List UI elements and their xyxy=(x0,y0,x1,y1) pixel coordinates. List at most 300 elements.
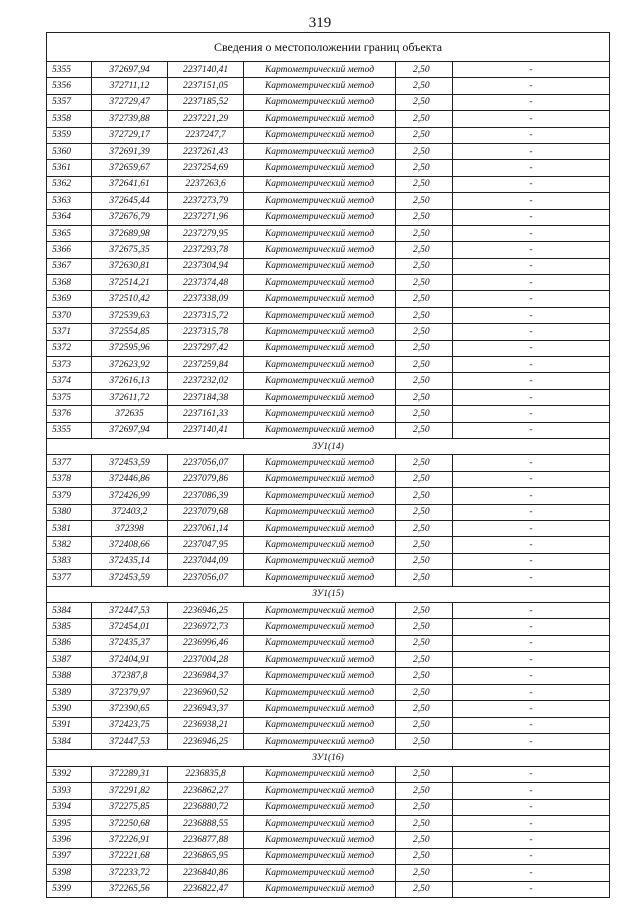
y-coordinate-cell: 2236943,37 xyxy=(168,701,244,717)
description-cell: - xyxy=(453,635,610,651)
method-cell: Картометрический метод xyxy=(244,766,396,782)
method-cell: Картометрический метод xyxy=(244,258,396,274)
description-cell: - xyxy=(453,324,610,340)
table-row xyxy=(47,225,610,241)
table-row xyxy=(47,865,610,881)
y-coordinate-cell: 2237263,6 xyxy=(168,176,244,192)
point-number-cell: 5362 xyxy=(47,176,92,192)
y-coordinate-cell: 2237079,86 xyxy=(168,471,244,487)
table-row xyxy=(47,209,610,225)
description-cell: - xyxy=(453,602,610,618)
table-row xyxy=(47,62,610,78)
y-coordinate-cell: 2236862,27 xyxy=(168,783,244,799)
x-coordinate-cell: 372635 xyxy=(92,406,168,422)
table-row xyxy=(47,520,610,536)
point-number-cell: 5357 xyxy=(47,94,92,110)
method-cell: Картометрический метод xyxy=(244,668,396,684)
method-cell: Картометрический метод xyxy=(244,635,396,651)
description-cell: - xyxy=(453,127,610,143)
y-coordinate-cell: 2236835,8 xyxy=(168,766,244,782)
y-coordinate-cell: 2236938,21 xyxy=(168,717,244,733)
method-cell: Картометрический метод xyxy=(244,815,396,831)
method-cell: Картометрический метод xyxy=(244,389,396,405)
description-cell: - xyxy=(453,455,610,471)
point-number-cell: 5378 xyxy=(47,471,92,487)
x-coordinate-cell: 372435,37 xyxy=(92,635,168,651)
point-number-cell: 5368 xyxy=(47,275,92,291)
section-label: ЗУ1(16) xyxy=(47,750,610,766)
accuracy-cell: 2,50 xyxy=(396,881,453,897)
table-row xyxy=(47,537,610,553)
x-coordinate-cell: 372275,85 xyxy=(92,799,168,815)
point-number-cell: 5376 xyxy=(47,406,92,422)
description-cell: - xyxy=(453,488,610,504)
method-cell: Картометрический метод xyxy=(244,848,396,864)
accuracy-cell: 2,50 xyxy=(396,684,453,700)
description-cell: - xyxy=(453,815,610,831)
accuracy-cell: 2,50 xyxy=(396,520,453,536)
method-cell: Картометрический метод xyxy=(244,832,396,848)
accuracy-cell: 2,50 xyxy=(396,865,453,881)
boundary-coordinates-table xyxy=(46,32,610,898)
point-number-cell: 5379 xyxy=(47,488,92,504)
y-coordinate-cell: 2237086,39 xyxy=(168,488,244,504)
description-cell: - xyxy=(453,291,610,307)
accuracy-cell: 2,50 xyxy=(396,848,453,864)
description-cell: - xyxy=(453,668,610,684)
page-number: 319 xyxy=(308,15,332,31)
method-cell: Картометрический метод xyxy=(244,242,396,258)
table-row xyxy=(47,635,610,651)
description-cell: - xyxy=(453,701,610,717)
accuracy-cell: 2,50 xyxy=(396,504,453,520)
method-cell: Картометрический метод xyxy=(244,602,396,618)
point-number-cell: 5372 xyxy=(47,340,92,356)
table-row xyxy=(47,848,610,864)
accuracy-cell: 2,50 xyxy=(396,635,453,651)
point-number-cell: 5396 xyxy=(47,832,92,848)
point-number-cell: 5383 xyxy=(47,553,92,569)
y-coordinate-cell: 2237004,28 xyxy=(168,652,244,668)
y-coordinate-cell: 2237261,43 xyxy=(168,143,244,159)
point-number-cell: 5397 xyxy=(47,848,92,864)
y-coordinate-cell: 2237297,42 xyxy=(168,340,244,356)
y-coordinate-cell: 2237271,96 xyxy=(168,209,244,225)
description-cell: - xyxy=(453,881,610,897)
description-cell: - xyxy=(453,340,610,356)
y-coordinate-cell: 2237061,14 xyxy=(168,520,244,536)
accuracy-cell: 2,50 xyxy=(396,94,453,110)
point-number-cell: 5358 xyxy=(47,111,92,127)
method-cell: Картометрический метод xyxy=(244,111,396,127)
x-coordinate-cell: 372675,35 xyxy=(92,242,168,258)
accuracy-cell: 2,50 xyxy=(396,127,453,143)
point-number-cell: 5364 xyxy=(47,209,92,225)
y-coordinate-cell: 2237184,38 xyxy=(168,389,244,405)
method-cell: Картометрический метод xyxy=(244,143,396,159)
description-cell: - xyxy=(453,652,610,668)
description-cell: - xyxy=(453,307,610,323)
description-cell: - xyxy=(453,422,610,438)
description-cell: - xyxy=(453,504,610,520)
x-coordinate-cell: 372691,39 xyxy=(92,143,168,159)
x-coordinate-cell: 372233,72 xyxy=(92,865,168,881)
method-cell: Картометрический метод xyxy=(244,291,396,307)
y-coordinate-cell: 2237315,72 xyxy=(168,307,244,323)
point-number-cell: 5377 xyxy=(47,570,92,586)
table-row xyxy=(47,340,610,356)
table-row xyxy=(47,94,610,110)
description-cell: - xyxy=(453,111,610,127)
accuracy-cell: 2,50 xyxy=(396,553,453,569)
point-number-cell: 5387 xyxy=(47,652,92,668)
accuracy-cell: 2,50 xyxy=(396,389,453,405)
table-row xyxy=(47,602,610,618)
accuracy-cell: 2,50 xyxy=(396,373,453,389)
x-coordinate-cell: 372454,01 xyxy=(92,619,168,635)
table-row xyxy=(47,111,610,127)
x-coordinate-cell: 372250,68 xyxy=(92,815,168,831)
method-cell: Картометрический метод xyxy=(244,471,396,487)
accuracy-cell: 2,50 xyxy=(396,209,453,225)
y-coordinate-cell: 2236946,25 xyxy=(168,602,244,618)
description-cell: - xyxy=(453,783,610,799)
y-coordinate-cell: 2236946,25 xyxy=(168,734,244,750)
point-number-cell: 5365 xyxy=(47,225,92,241)
table-row xyxy=(47,242,610,258)
description-cell: - xyxy=(453,684,610,700)
table-row xyxy=(47,717,610,733)
table-row xyxy=(47,373,610,389)
accuracy-cell: 2,50 xyxy=(396,783,453,799)
method-cell: Картометрический метод xyxy=(244,734,396,750)
point-number-cell: 5355 xyxy=(47,62,92,78)
description-cell: - xyxy=(453,832,610,848)
x-coordinate-cell: 372447,53 xyxy=(92,602,168,618)
x-coordinate-cell: 372408,66 xyxy=(92,537,168,553)
accuracy-cell: 2,50 xyxy=(396,357,453,373)
description-cell: - xyxy=(453,553,610,569)
y-coordinate-cell: 2236888,55 xyxy=(168,815,244,831)
method-cell: Картометрический метод xyxy=(244,193,396,209)
description-cell: - xyxy=(453,471,610,487)
x-coordinate-cell: 372711,12 xyxy=(92,78,168,94)
x-coordinate-cell: 372446,86 xyxy=(92,471,168,487)
table-row xyxy=(47,176,610,192)
y-coordinate-cell: 2236996,46 xyxy=(168,635,244,651)
accuracy-cell: 2,50 xyxy=(396,602,453,618)
table-row xyxy=(47,488,610,504)
method-cell: Картометрический метод xyxy=(244,373,396,389)
point-number-cell: 5359 xyxy=(47,127,92,143)
method-cell: Картометрический метод xyxy=(244,488,396,504)
x-coordinate-cell: 372447,53 xyxy=(92,734,168,750)
y-coordinate-cell: 2237151,05 xyxy=(168,78,244,94)
method-cell: Картометрический метод xyxy=(244,307,396,323)
x-coordinate-cell: 372423,75 xyxy=(92,717,168,733)
y-coordinate-cell: 2236880,72 xyxy=(168,799,244,815)
method-cell: Картометрический метод xyxy=(244,783,396,799)
method-cell: Картометрический метод xyxy=(244,62,396,78)
x-coordinate-cell: 372554,85 xyxy=(92,324,168,340)
accuracy-cell: 2,50 xyxy=(396,832,453,848)
y-coordinate-cell: 2237161,33 xyxy=(168,406,244,422)
table-body xyxy=(47,33,610,898)
accuracy-cell: 2,50 xyxy=(396,242,453,258)
x-coordinate-cell: 372435,14 xyxy=(92,553,168,569)
y-coordinate-cell: 2237315,78 xyxy=(168,324,244,340)
description-cell: - xyxy=(453,865,610,881)
description-cell: - xyxy=(453,799,610,815)
x-coordinate-cell: 372403,2 xyxy=(92,504,168,520)
point-number-cell: 5377 xyxy=(47,455,92,471)
x-coordinate-cell: 372426,99 xyxy=(92,488,168,504)
y-coordinate-cell: 2237338,09 xyxy=(168,291,244,307)
table-row xyxy=(47,143,610,159)
accuracy-cell: 2,50 xyxy=(396,176,453,192)
accuracy-cell: 2,50 xyxy=(396,62,453,78)
method-cell: Картометрический метод xyxy=(244,275,396,291)
method-cell: Картометрический метод xyxy=(244,570,396,586)
y-coordinate-cell: 2237185,52 xyxy=(168,94,244,110)
description-cell: - xyxy=(453,193,610,209)
table-row xyxy=(47,193,610,209)
x-coordinate-cell: 372289,31 xyxy=(92,766,168,782)
x-coordinate-cell: 372398 xyxy=(92,520,168,536)
table-row xyxy=(47,406,610,422)
y-coordinate-cell: 2236877,88 xyxy=(168,832,244,848)
x-coordinate-cell: 372729,47 xyxy=(92,94,168,110)
y-coordinate-cell: 2237044,09 xyxy=(168,553,244,569)
point-number-cell: 5371 xyxy=(47,324,92,340)
accuracy-cell: 2,50 xyxy=(396,488,453,504)
description-cell: - xyxy=(453,619,610,635)
table-row xyxy=(47,783,610,799)
description-cell: - xyxy=(453,766,610,782)
description-cell: - xyxy=(453,143,610,159)
point-number-cell: 5370 xyxy=(47,307,92,323)
point-number-cell: 5360 xyxy=(47,143,92,159)
method-cell: Картометрический метод xyxy=(244,406,396,422)
y-coordinate-cell: 2237374,48 xyxy=(168,275,244,291)
y-coordinate-cell: 2236865,95 xyxy=(168,848,244,864)
method-cell: Картометрический метод xyxy=(244,865,396,881)
y-coordinate-cell: 2237079,68 xyxy=(168,504,244,520)
table-row xyxy=(47,78,610,94)
description-cell: - xyxy=(453,78,610,94)
method-cell: Картометрический метод xyxy=(244,553,396,569)
table-row xyxy=(47,307,610,323)
x-coordinate-cell: 372645,44 xyxy=(92,193,168,209)
description-cell: - xyxy=(453,357,610,373)
method-cell: Картометрический метод xyxy=(244,94,396,110)
y-coordinate-cell: 2237232,02 xyxy=(168,373,244,389)
accuracy-cell: 2,50 xyxy=(396,324,453,340)
accuracy-cell: 2,50 xyxy=(396,471,453,487)
table-row xyxy=(47,881,610,897)
description-cell: - xyxy=(453,62,610,78)
method-cell: Картометрический метод xyxy=(244,537,396,553)
description-cell: - xyxy=(453,389,610,405)
accuracy-cell: 2,50 xyxy=(396,570,453,586)
section-label: ЗУ1(15) xyxy=(47,586,610,602)
section-header-row xyxy=(47,750,610,766)
x-coordinate-cell: 372291,82 xyxy=(92,783,168,799)
point-number-cell: 5367 xyxy=(47,258,92,274)
point-number-cell: 5363 xyxy=(47,193,92,209)
point-number-cell: 5361 xyxy=(47,160,92,176)
description-cell: - xyxy=(453,94,610,110)
x-coordinate-cell: 372630,81 xyxy=(92,258,168,274)
description-cell: - xyxy=(453,520,610,536)
x-coordinate-cell: 372453,59 xyxy=(92,455,168,471)
method-cell: Картометрический метод xyxy=(244,324,396,340)
accuracy-cell: 2,50 xyxy=(396,619,453,635)
accuracy-cell: 2,50 xyxy=(396,78,453,94)
x-coordinate-cell: 372595,96 xyxy=(92,340,168,356)
table-row xyxy=(47,832,610,848)
y-coordinate-cell: 2236822,47 xyxy=(168,881,244,897)
table-row xyxy=(47,324,610,340)
point-number-cell: 5374 xyxy=(47,373,92,389)
method-cell: Картометрический метод xyxy=(244,340,396,356)
table-row xyxy=(47,766,610,782)
table-row xyxy=(47,160,610,176)
point-number-cell: 5384 xyxy=(47,602,92,618)
table-title-row xyxy=(47,33,610,62)
x-coordinate-cell: 372729,17 xyxy=(92,127,168,143)
y-coordinate-cell: 2237293,78 xyxy=(168,242,244,258)
table-row xyxy=(47,471,610,487)
description-cell: - xyxy=(453,258,610,274)
x-coordinate-cell: 372611,72 xyxy=(92,389,168,405)
table-row xyxy=(47,127,610,143)
accuracy-cell: 2,50 xyxy=(396,455,453,471)
y-coordinate-cell: 2236984,37 xyxy=(168,668,244,684)
accuracy-cell: 2,50 xyxy=(396,799,453,815)
table-row xyxy=(47,275,610,291)
accuracy-cell: 2,50 xyxy=(396,307,453,323)
accuracy-cell: 2,50 xyxy=(396,160,453,176)
section-label: ЗУ1(14) xyxy=(47,438,610,454)
accuracy-cell: 2,50 xyxy=(396,406,453,422)
y-coordinate-cell: 2237140,41 xyxy=(168,422,244,438)
section-header-row xyxy=(47,586,610,602)
method-cell: Картометрический метод xyxy=(244,881,396,897)
x-coordinate-cell: 372265,56 xyxy=(92,881,168,897)
x-coordinate-cell: 372659,67 xyxy=(92,160,168,176)
description-cell: - xyxy=(453,160,610,176)
x-coordinate-cell: 372404,91 xyxy=(92,652,168,668)
method-cell: Картометрический метод xyxy=(244,225,396,241)
table-row xyxy=(47,570,610,586)
x-coordinate-cell: 372676,79 xyxy=(92,209,168,225)
x-coordinate-cell: 372510,42 xyxy=(92,291,168,307)
table-row xyxy=(47,815,610,831)
x-coordinate-cell: 372739,88 xyxy=(92,111,168,127)
point-number-cell: 5391 xyxy=(47,717,92,733)
y-coordinate-cell: 2236960,52 xyxy=(168,684,244,700)
point-number-cell: 5399 xyxy=(47,881,92,897)
y-coordinate-cell: 2237254,69 xyxy=(168,160,244,176)
table-row xyxy=(47,422,610,438)
point-number-cell: 5384 xyxy=(47,734,92,750)
point-number-cell: 5393 xyxy=(47,783,92,799)
method-cell: Картометрический метод xyxy=(244,619,396,635)
x-coordinate-cell: 372379,97 xyxy=(92,684,168,700)
x-coordinate-cell: 372453,59 xyxy=(92,570,168,586)
method-cell: Картометрический метод xyxy=(244,455,396,471)
y-coordinate-cell: 2237279,95 xyxy=(168,225,244,241)
accuracy-cell: 2,50 xyxy=(396,717,453,733)
description-cell: - xyxy=(453,225,610,241)
method-cell: Картометрический метод xyxy=(244,504,396,520)
point-number-cell: 5389 xyxy=(47,684,92,700)
description-cell: - xyxy=(453,848,610,864)
x-coordinate-cell: 372697,94 xyxy=(92,422,168,438)
x-coordinate-cell: 372387,8 xyxy=(92,668,168,684)
method-cell: Картометрический метод xyxy=(244,78,396,94)
accuracy-cell: 2,50 xyxy=(396,422,453,438)
accuracy-cell: 2,50 xyxy=(396,258,453,274)
table-row xyxy=(47,652,610,668)
x-coordinate-cell: 372390,65 xyxy=(92,701,168,717)
description-cell: - xyxy=(453,570,610,586)
table-row xyxy=(47,799,610,815)
x-coordinate-cell: 372221,68 xyxy=(92,848,168,864)
point-number-cell: 5356 xyxy=(47,78,92,94)
y-coordinate-cell: 2237273,79 xyxy=(168,193,244,209)
method-cell: Картометрический метод xyxy=(244,799,396,815)
point-number-cell: 5395 xyxy=(47,815,92,831)
table-row xyxy=(47,619,610,635)
table-row xyxy=(47,553,610,569)
table-row xyxy=(47,291,610,307)
accuracy-cell: 2,50 xyxy=(396,143,453,159)
section-header-row xyxy=(47,438,610,454)
accuracy-cell: 2,50 xyxy=(396,193,453,209)
table-row xyxy=(47,734,610,750)
point-number-cell: 5355 xyxy=(47,422,92,438)
x-coordinate-cell: 372623,92 xyxy=(92,357,168,373)
y-coordinate-cell: 2237140,41 xyxy=(168,62,244,78)
method-cell: Картометрический метод xyxy=(244,357,396,373)
accuracy-cell: 2,50 xyxy=(396,225,453,241)
accuracy-cell: 2,50 xyxy=(396,111,453,127)
description-cell: - xyxy=(453,734,610,750)
point-number-cell: 5373 xyxy=(47,357,92,373)
table-title: Сведения о местоположении границ объекта xyxy=(47,33,610,62)
description-cell: - xyxy=(453,275,610,291)
method-cell: Картометрический метод xyxy=(244,684,396,700)
description-cell: - xyxy=(453,373,610,389)
point-number-cell: 5386 xyxy=(47,635,92,651)
x-coordinate-cell: 372539,63 xyxy=(92,307,168,323)
accuracy-cell: 2,50 xyxy=(396,537,453,553)
description-cell: - xyxy=(453,176,610,192)
y-coordinate-cell: 2237304,94 xyxy=(168,258,244,274)
x-coordinate-cell: 372226,91 xyxy=(92,832,168,848)
point-number-cell: 5366 xyxy=(47,242,92,258)
point-number-cell: 5380 xyxy=(47,504,92,520)
description-cell: - xyxy=(453,209,610,225)
x-coordinate-cell: 372697,94 xyxy=(92,62,168,78)
y-coordinate-cell: 2237221,29 xyxy=(168,111,244,127)
accuracy-cell: 2,50 xyxy=(396,275,453,291)
description-cell: - xyxy=(453,242,610,258)
description-cell: - xyxy=(453,537,610,553)
y-coordinate-cell: 2237259,84 xyxy=(168,357,244,373)
